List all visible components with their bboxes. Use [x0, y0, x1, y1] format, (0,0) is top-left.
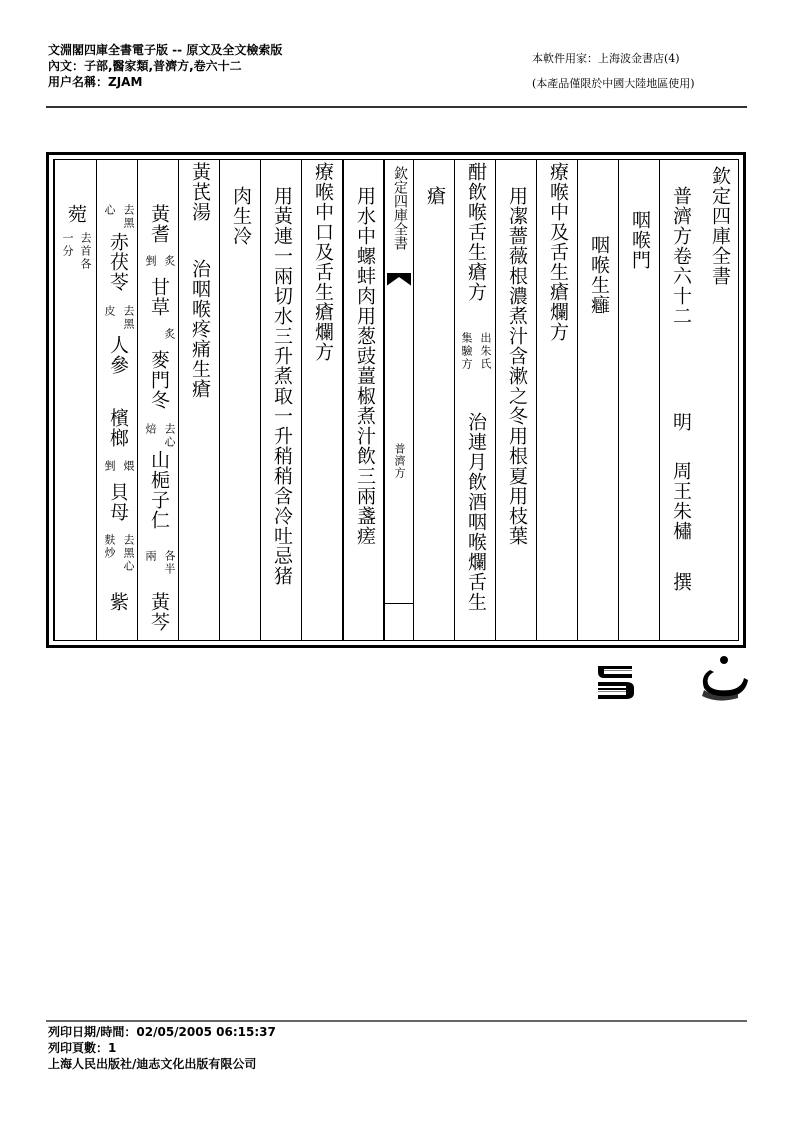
ingredient-note: 去心 — [163, 423, 176, 449]
recipe-title: 酣飲喉舌生瘡方 — [465, 162, 487, 302]
print-datetime-label: 列印日期/時間： — [48, 1025, 137, 1039]
column-15 — [137, 160, 178, 640]
column-6 — [495, 160, 536, 640]
column-13 — [219, 160, 260, 640]
annotation-left: 集驗方 — [460, 332, 473, 371]
ingredient: 檳榔 — [107, 408, 129, 448]
column-8 — [413, 160, 454, 640]
column-16 — [96, 160, 137, 640]
annotation-right: 出朱氏 — [479, 332, 492, 371]
column-4 — [577, 160, 618, 640]
ingredient-note: 剉 — [103, 460, 116, 473]
ingredient-note: 一分 — [61, 232, 74, 258]
books-logo-icon — [598, 666, 634, 699]
ingredient-note: 炙 — [163, 255, 176, 268]
book-page-inner — [53, 159, 739, 641]
recipe-text: 用水中螺蚌肉用葱豉薑椒煮汁飲三兩盞瘥 — [354, 186, 376, 546]
ingredient: 人參 — [107, 335, 129, 375]
print-pages: 1 — [108, 1041, 117, 1055]
header-right — [532, 46, 695, 96]
recipe-text: 治連月飲酒咽喉爛舌生 — [465, 412, 487, 612]
ingredient: 黃耆 — [148, 204, 170, 244]
ingredient: 山梔子仁 — [148, 450, 170, 530]
ingredient-note: 剉 — [144, 255, 157, 268]
user-line — [48, 74, 282, 90]
recipe-text: 用黃連一兩切水三升煮取一升稍稍含冷吐忌猪 — [271, 186, 293, 586]
license-note: (本產品僅限於中國大陸地區使用) — [532, 77, 695, 90]
ingredient-note: 去黑心 — [122, 534, 135, 573]
user-label: 用户名稱： — [48, 75, 109, 89]
ingredient: 紫 — [107, 592, 129, 612]
column-14 — [178, 160, 219, 640]
ingredient: 黃芩 — [148, 592, 170, 632]
brush-logo-icon — [702, 656, 748, 701]
ingredient: 赤茯苓 — [107, 232, 129, 292]
ingredient-note: 各半 — [163, 550, 176, 576]
product-title: 文淵閣四庫全書電子版 -- 原文及全文檢索版 — [48, 43, 283, 57]
section-heading: 咽喉門 — [629, 210, 651, 270]
column-12 — [260, 160, 301, 640]
subsection-heading: 咽喉生癰 — [588, 235, 610, 315]
dynasty: 明 — [670, 412, 692, 432]
ingredient: 甘草 — [148, 277, 170, 317]
spine-rule — [385, 603, 413, 604]
recipe-text: 治咽喉疼痛生瘡 — [189, 259, 211, 399]
ingredient-note: 皮 — [103, 305, 116, 318]
print-datetime-line — [48, 1024, 276, 1040]
content-path: 內文：子部,醫家類,普濟方,卷六十二 — [48, 59, 242, 73]
recipe-text: 瘡 — [424, 186, 446, 206]
recipe-text: 用㓗薔薇根濃煮汁含漱之冬用根夏用枝葉 — [506, 186, 528, 546]
column-11 — [301, 160, 342, 640]
column-1 — [700, 160, 738, 640]
ingredient: 貝母 — [107, 482, 129, 522]
print-datetime: 02/05/2005 06:15:37 — [136, 1025, 276, 1039]
user-name: ZJAM — [108, 75, 143, 89]
ingredient-note: 去首各 — [79, 232, 92, 271]
column-3 — [618, 160, 659, 640]
book-page-frame — [46, 152, 746, 648]
column-17 — [54, 160, 96, 640]
column-5 — [536, 160, 577, 640]
volume-title: 普濟方卷六十二 — [670, 186, 692, 326]
header-left — [48, 42, 282, 90]
fish-tail-mark — [387, 273, 411, 287]
spine-title: 欽定四庫全書 — [392, 166, 408, 250]
spine-subtitle: 普濟方 — [393, 443, 406, 479]
footer — [48, 1024, 276, 1072]
recipe-title: 療喉中口及舌生瘡爛方 — [312, 162, 334, 362]
ingredient: 菀 — [65, 204, 87, 224]
spine-column — [383, 160, 413, 640]
column-2 — [659, 160, 700, 640]
licensee: 本軟件用家：上海波金書店(4) — [532, 52, 680, 65]
recipe-title: 黃芪湯 — [189, 162, 211, 222]
ingredient-note: 炙 — [163, 328, 176, 341]
recipe-text: 肉生冷 — [230, 186, 252, 246]
ingredient-note: 去黑 — [122, 305, 135, 331]
ingredient-note: 去黑 — [122, 204, 135, 230]
header-divider — [46, 106, 747, 108]
column-10 — [342, 160, 383, 640]
author-role: 撰 — [670, 572, 692, 592]
publisher-logo — [592, 656, 752, 706]
publisher: 上海人民出版社/迪志文化出版有限公司 — [48, 1057, 257, 1071]
recipe-title: 療喉中及舌生瘡爛方 — [547, 162, 569, 342]
ingredient-note: 心 — [103, 204, 116, 217]
ingredient: 麥門冬 — [148, 350, 170, 410]
author: 周王朱橚 — [670, 461, 692, 541]
print-pages-line — [48, 1040, 276, 1056]
ingredient-note: 麩炒 — [103, 534, 116, 560]
fish-tail-chevron — [385, 277, 413, 287]
column-7 — [454, 160, 495, 640]
print-pages-label: 列印頁數： — [48, 1041, 109, 1055]
footer-divider — [46, 1020, 747, 1022]
ingredient-note: 焙 — [144, 423, 157, 436]
ingredient-note: 兩 — [144, 550, 157, 563]
column-text: 欽定四庫全書 — [709, 166, 731, 286]
ingredient-note: 煨 — [122, 460, 135, 473]
